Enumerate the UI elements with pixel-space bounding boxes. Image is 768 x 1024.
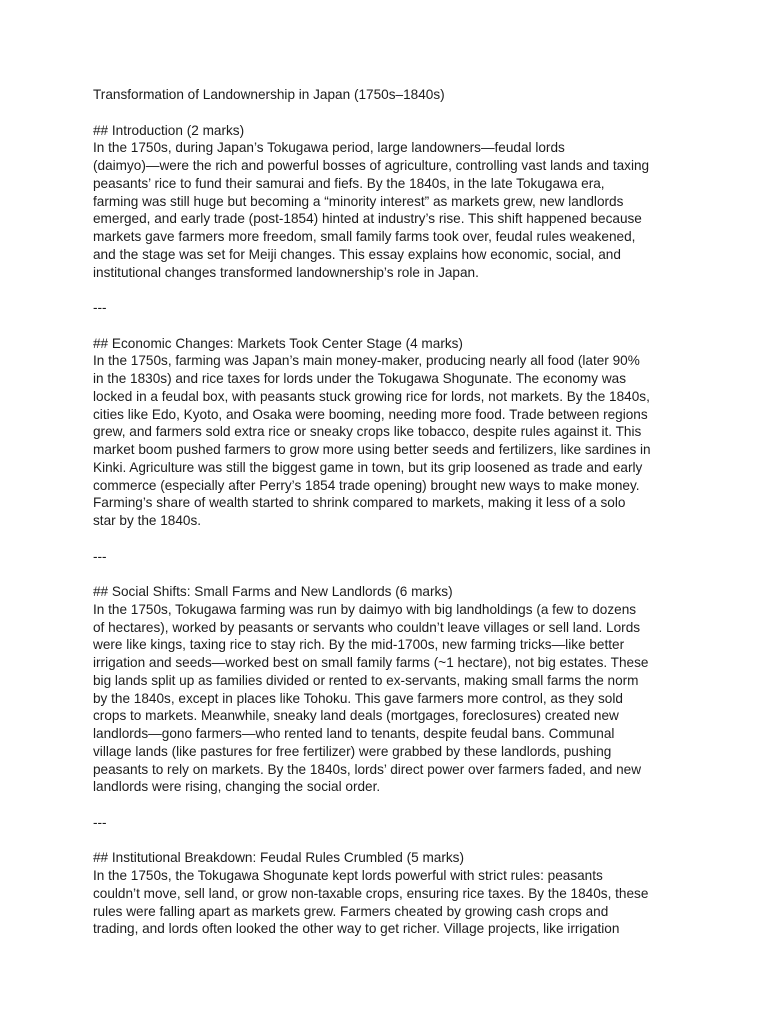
section-body-social-shifts xyxy=(93,601,683,796)
paragraph-line: crops to markets. Meanwhile, sneaky land deals (mortgages, foreclosures) created new xyxy=(93,708,619,724)
paragraph-line: and the stage was set for Meiji changes. This essay explains how economic, social, and xyxy=(93,246,621,262)
blank-line xyxy=(93,796,683,814)
paragraph-line: grew, and farmers sold extra rice or sneaky crops like tobacco, despite rules against it. This xyxy=(93,424,642,440)
section-separator: --- xyxy=(93,548,107,564)
blank-line xyxy=(93,104,683,122)
paragraph-line: of hectares), worked by peasants or servants who couldn’t leave villages or sell land. Lords xyxy=(93,619,641,635)
paragraph-line: In the 1750s, the Tokugawa Shogunate kept lords powerful with strict rules: peasants xyxy=(93,868,603,883)
paragraph-line: market boom pushed farmers to grow more using better seeds and fertilizers, like sardines in xyxy=(93,442,651,457)
blank-line xyxy=(93,281,683,299)
paragraph-line: Kinki. Agriculture was still the biggest game in town, but its grip loosened as trade and early xyxy=(93,459,643,475)
blank-line xyxy=(93,565,683,583)
paragraph-line: (daimyo)—were the rich and powerful bosses of agriculture, controlling vast lands and taxing xyxy=(93,158,650,173)
section-heading-economic-changes: ## Economic Changes: Markets Took Center Stage (4 marks) xyxy=(93,335,463,351)
blank-line xyxy=(93,317,683,335)
document-page xyxy=(93,86,683,938)
paragraph-line: big lands split up as families divided or rented to ex-servants, making small farms the norm xyxy=(93,672,639,688)
paragraph-line: emerged, and early trade (post-1854) hinted at industry’s rise. This shift happened because xyxy=(93,211,642,227)
section-heading-social-shifts: ## Social Shifts: Small Farms and New Landlords (6 marks) xyxy=(93,584,453,599)
paragraph-line: in the 1830s) and rice taxes for lords under the Tokugawa Shogunate. The economy was xyxy=(93,371,627,386)
paragraph-line: peasants’ rice to fund their samurai and fiefs. By the 1840s, in the late Tokugawa era, xyxy=(93,175,605,191)
paragraph-line: cities like Edo, Kyoto, and Osaka were booming, needing more food. Trade between regions xyxy=(93,406,648,422)
paragraph-line: irrigation and seeds—worked best on small family farms (~1 hectare), not big estates. These xyxy=(93,655,649,670)
paragraph-line: markets gave farmers more freedom, small family farms took over, feudal rules weakened, xyxy=(93,229,636,244)
paragraph-line: were like kings, taxing rice to stay rich. By the mid-1700s, new farming tricks—like better xyxy=(93,637,625,653)
paragraph-line: In the 1750s, farming was Japan’s main money-maker, producing nearly all food (later 90% xyxy=(93,353,640,369)
paragraph-line: star by the 1840s. xyxy=(93,513,202,528)
paragraph-line: locked in a feudal box, with peasants stuck growing rice for lords, not markets. By the 1840s, xyxy=(93,388,650,404)
section-body-institutional-breakdown xyxy=(93,867,683,938)
paragraph-line: commerce (especially after Perry’s 1854 trade opening) brought new ways to make money. xyxy=(93,477,640,493)
blank-line xyxy=(93,832,683,850)
paragraph-line: rules were falling apart as markets grew. Farmers cheated by growing cash crops and xyxy=(93,903,609,919)
paragraph-line: landlords were rising, changing the social order. xyxy=(93,779,381,795)
section-heading-introduction: ## Introduction (2 marks) xyxy=(93,122,245,138)
section-heading-institutional-breakdown: ## Institutional Breakdown: Feudal Rules Crumbled (5 marks) xyxy=(93,850,464,866)
blank-line xyxy=(93,530,683,548)
section-body-introduction xyxy=(93,139,683,281)
paragraph-line: In the 1750s, during Japan’s Tokugawa period, large landowners—feudal lords xyxy=(93,140,565,156)
paragraph-line: farming was still huge but becoming a “minority interest” as markets grew, new landlords xyxy=(93,193,624,209)
paragraph-line: by the 1840s, except in places like Tohoku. This gave farmers more control, as they sold xyxy=(93,690,623,706)
paragraph-line: peasants to rely on markets. By the 1840s, lords’ direct power over farmers faded, and new xyxy=(93,761,642,777)
paragraph-line: landlords—gono farmers—who rented land to tenants, despite feudal bans. Communal xyxy=(93,726,615,741)
document-title: Transformation of Landownership in Japan (1750s–1840s) xyxy=(93,87,445,102)
paragraph-line: Farming’s share of wealth started to shrink compared to markets, making it less of a solo xyxy=(93,495,626,511)
section-separator: --- xyxy=(93,300,107,315)
section-separator: --- xyxy=(93,814,107,830)
paragraph-line: village lands (like pastures for free fertilizer) were grabbed by these landlords, pushing xyxy=(93,743,612,759)
section-body-economic-changes xyxy=(93,352,683,530)
paragraph-line: In the 1750s, Tokugawa farming was run by daimyo with big landholdings (a few to dozens xyxy=(93,601,637,617)
paragraph-line: trading, and lords often looked the other way to get richer. Village projects, like irrigation xyxy=(93,921,620,937)
paragraph-line: institutional changes transformed landownership’s role in Japan. xyxy=(93,264,479,280)
paragraph-line: couldn’t move, sell land, or grow non-taxable crops, ensuring rice taxes. By the 1840s, these xyxy=(93,885,649,901)
